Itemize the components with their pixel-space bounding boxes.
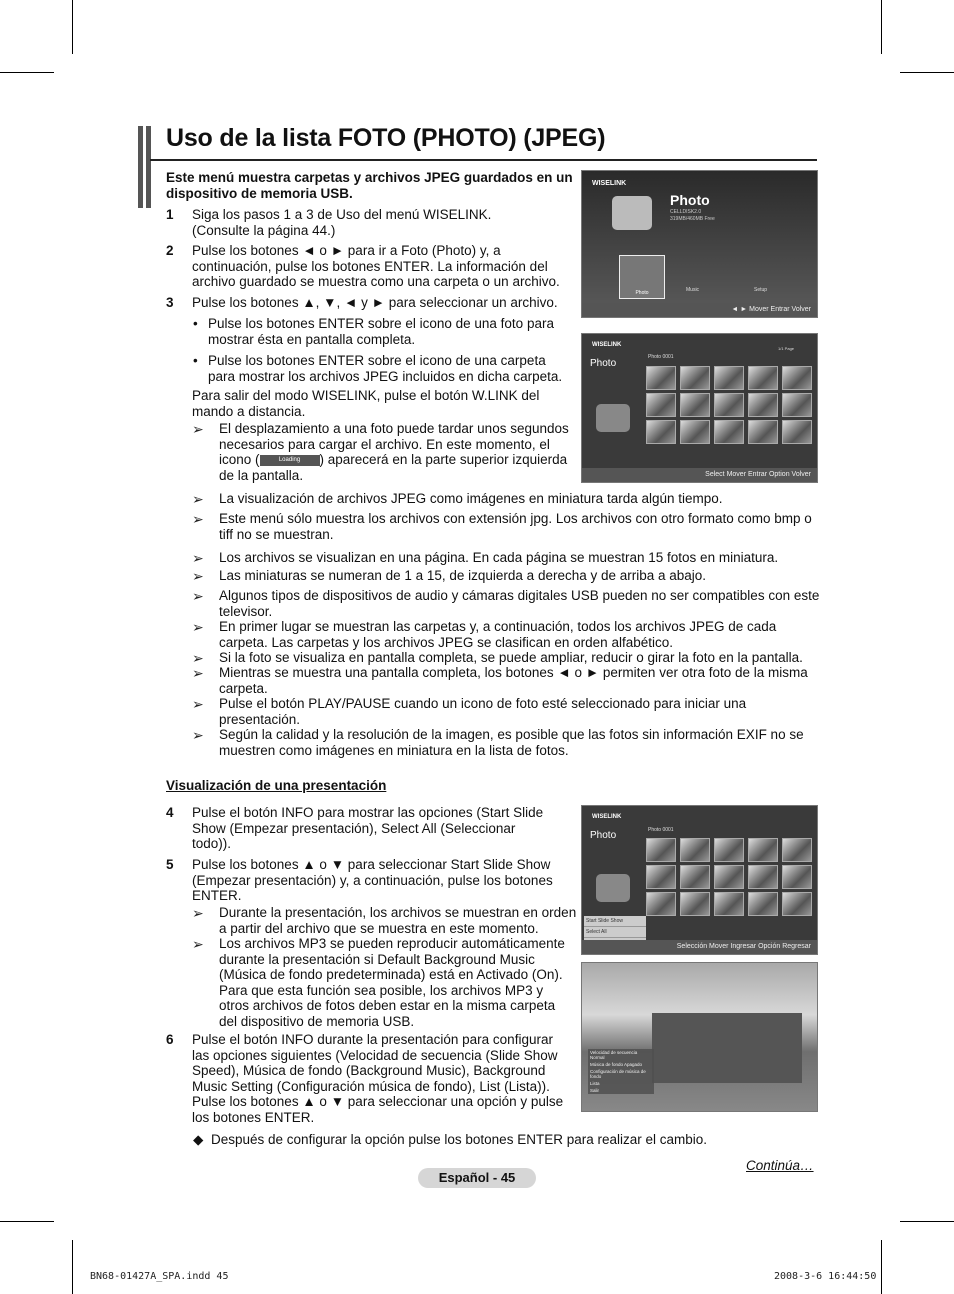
crop-mark xyxy=(900,1221,954,1222)
device-name: CELLDISK2.0 xyxy=(670,209,702,215)
menu-option[interactable]: Lista xyxy=(590,1081,600,1086)
thumbnail[interactable] xyxy=(748,892,778,916)
title-rule xyxy=(150,159,817,161)
crop-mark xyxy=(881,1240,882,1294)
exit-text: Para salir del modo WISELINK, pulse el botón W.LINK del mando a distancia. xyxy=(192,388,540,419)
photo-list-info-screen xyxy=(581,805,818,955)
page-indicator: 1/1 Page xyxy=(778,346,795,351)
thumbnail[interactable] xyxy=(714,366,744,390)
crop-mark xyxy=(900,72,954,73)
screen-heading: Photo xyxy=(670,192,710,208)
note-arrow-icon: ➢ xyxy=(192,588,204,604)
thumbnail[interactable] xyxy=(646,838,676,862)
control-bar: Selección Mover Ingresar Opción Regresar xyxy=(582,940,817,954)
thumbnail[interactable] xyxy=(680,366,710,390)
menu-option[interactable]: Configuración de música de fondo xyxy=(590,1069,646,1079)
note-text: Los archivos MP3 se pueden reproducir automáticamente durante la presentación si Default Background Music (Música de fondo predeterminada) está en Activado (On). Para que esta función sea posible, los archivos MP3 y otros archivos de fotos deben estar en la misma carpeta del dispositivo de memoria USB. xyxy=(219,936,565,1029)
step-text: Pulse los botones ▲ o ▼ para seleccionar Start Slide Show (Empezar presentación) y, a continuación, pulse los botones ENTER. xyxy=(192,857,553,904)
thumbnail[interactable] xyxy=(646,892,676,916)
menu-option[interactable]: Start Slide Show xyxy=(584,916,646,927)
bullet-dot: • xyxy=(193,353,198,368)
menu-option[interactable]: Select All xyxy=(584,927,646,938)
thumbnail[interactable] xyxy=(714,892,744,916)
thumbnail[interactable] xyxy=(748,420,778,444)
menu-option[interactable]: Velocidad de secuencia Normal xyxy=(590,1050,638,1060)
crop-mark xyxy=(881,0,882,54)
note-text: En primer lugar se muestran las carpetas y, a continuación, todos los archivos JPEG de cada carpeta. Las carpetas y los archivos JPEG se clasifican en orden alfabético. xyxy=(219,619,777,650)
bullet-dot: • xyxy=(193,316,198,331)
menu-item-photo[interactable]: Photo xyxy=(619,255,665,299)
control-bar: Select Mover Entrar Option Volver xyxy=(582,468,817,482)
menu-item-music[interactable]: Music xyxy=(686,287,700,293)
step-number: 5 xyxy=(166,857,174,872)
folder-path: Photo 0001 xyxy=(648,827,674,833)
thumbnail[interactable] xyxy=(714,393,744,417)
thumbnail[interactable] xyxy=(748,865,778,889)
thumbnail[interactable] xyxy=(646,420,676,444)
thumbnail[interactable] xyxy=(646,865,676,889)
diamond-text: Después de configurar la opción pulse los botones ENTER para realizar el cambio. xyxy=(211,1132,708,1147)
step-text: Pulse los botones ▲, ▼, ◄ y ► para seleccionar un archivo. xyxy=(192,295,558,310)
note-text: Este menú sólo muestra los archivos con extensión jpg. Los archivos con otro formato como bmp o tiff no se muestran. xyxy=(219,511,812,542)
note-arrow-icon: ➢ xyxy=(192,936,204,952)
thumbnail[interactable] xyxy=(680,865,710,889)
slideshow-screen xyxy=(581,962,818,1112)
note-arrow-icon: ➢ xyxy=(192,421,204,437)
note-arrow-icon: ➢ xyxy=(192,491,204,507)
page-footer: Español - 45 xyxy=(418,1168,536,1188)
thumbnail[interactable] xyxy=(782,393,812,417)
note-arrow-icon: ➢ xyxy=(192,696,204,712)
thumbnail-grid xyxy=(646,366,812,444)
device-free: 319MB/460MB Free xyxy=(670,216,715,222)
note-text: Según la calidad y la resolución de la imagen, es posible que las fotos sin información EXIF no se muestren como imágenes en miniatura en la lista de fotos. xyxy=(219,727,804,758)
thumbnail[interactable] xyxy=(680,892,710,916)
diamond-icon: ◆ xyxy=(193,1132,204,1147)
note-arrow-icon: ➢ xyxy=(192,665,204,681)
menu-option[interactable]: Salir xyxy=(590,1088,600,1093)
thumbnail-grid xyxy=(646,838,812,916)
wiselink-logo: WISELINK xyxy=(592,814,622,820)
screen-heading: Photo xyxy=(590,830,617,841)
bullet-text: Pulse los botones ENTER sobre el icono de una foto para mostrar ésta en pantalla completa. xyxy=(208,316,554,347)
note-text: Los archivos se visualizan en una página. En cada página se muestran 15 fotos en miniatura. xyxy=(219,550,779,565)
note-arrow-icon: ➢ xyxy=(192,905,204,921)
thumbnail[interactable] xyxy=(748,393,778,417)
house-photo xyxy=(652,1013,802,1083)
note-arrow-icon: ➢ xyxy=(192,619,204,635)
crop-mark xyxy=(72,1240,73,1294)
note-arrow-icon: ➢ xyxy=(192,650,204,666)
thumbnail[interactable] xyxy=(680,420,710,444)
note-text: La visualización de archivos JPEG como imágenes en miniatura tarda algún tiempo. xyxy=(219,491,723,506)
thumbnail[interactable] xyxy=(714,420,744,444)
camera-icon xyxy=(612,196,652,230)
step-text: Pulse el botón INFO para mostrar las opciones (Start Slide Show (Empezar presentación), Select All (Seleccionar todo)). xyxy=(192,805,544,852)
note-arrow-icon: ➢ xyxy=(192,550,204,566)
thumbnail[interactable] xyxy=(680,393,710,417)
section-heading: Visualización de una presentación xyxy=(166,778,387,793)
thumbnail[interactable] xyxy=(782,865,812,889)
thumbnail[interactable] xyxy=(782,366,812,390)
note-text: Las miniaturas se numeran de 1 a 15, de izquierda a derecha y de arriba a abajo. xyxy=(219,568,707,583)
step-number: 1 xyxy=(166,207,174,222)
thumbnail[interactable] xyxy=(646,366,676,390)
step-number: 6 xyxy=(166,1032,174,1047)
thumbnail[interactable] xyxy=(782,892,812,916)
step-number: 4 xyxy=(166,805,174,820)
note-text: Pulse el botón PLAY/PAUSE cuando un icono de foto esté seleccionado para iniciar una presentación. xyxy=(219,696,747,727)
thumbnail[interactable] xyxy=(748,838,778,862)
note-text: Mientras se muestra una pantalla completa, los botones ◄ o ► permiten ver otra foto de la misma carpeta. xyxy=(219,665,808,696)
crop-mark xyxy=(0,1221,54,1222)
note-text: Durante la presentación, los archivos se muestran en orden a partir del archivo que se muestra en este momento. xyxy=(219,905,577,936)
thumbnail[interactable] xyxy=(782,420,812,444)
step-number: 2 xyxy=(166,243,174,258)
note-arrow-icon: ➢ xyxy=(192,511,204,527)
note-arrow-icon: ➢ xyxy=(192,568,204,584)
camera-icon xyxy=(596,874,630,902)
thumbnail[interactable] xyxy=(714,865,744,889)
intro-text: Este menú muestra carpetas y archivos JPEG guardados en un dispositivo de memoria USB. xyxy=(166,170,573,201)
note-text: Algunos tipos de dispositivos de audio y cámaras digitales USB pueden no ser compatibles con este televisor. xyxy=(219,588,820,619)
step-text: Siga los pasos 1 a 3 de Uso del menú WISELINK. (Consulte la página 44.) xyxy=(192,207,492,238)
note-text: Si la foto se visualiza en pantalla completa, se puede ampliar, reducir o girar la foto en la pantalla. xyxy=(219,650,803,665)
crop-mark xyxy=(72,0,73,54)
photo-list-screen xyxy=(581,333,818,483)
continua-text: Continúa… xyxy=(746,1158,814,1173)
bullet-text: Pulse los botones ENTER sobre el icono de una carpeta para mostrar los archivos JPEG incluidos en dicha carpeta. xyxy=(208,353,563,384)
thumbnail[interactable] xyxy=(680,838,710,862)
loading-icon: Loading xyxy=(260,455,320,466)
slug-left: BN68-01427A_SPA.indd 45 xyxy=(90,1271,229,1282)
control-bar: ◄ ► Mover Entrar Volver xyxy=(582,303,817,317)
slug-right: 2008-3-6 16:44:50 xyxy=(774,1271,877,1282)
wiselink-main-screen xyxy=(581,170,818,318)
wiselink-logo: WISELINK xyxy=(592,342,622,348)
note-arrow-icon: ➢ xyxy=(192,727,204,743)
thumbnail[interactable] xyxy=(714,838,744,862)
wiselink-logo: WISELINK xyxy=(592,180,627,187)
thumbnail[interactable] xyxy=(782,838,812,862)
thumbnail[interactable] xyxy=(748,366,778,390)
crop-mark xyxy=(0,72,54,73)
camera-icon xyxy=(596,404,630,432)
page-title: Uso de la lista FOTO (PHOTO) (JPEG) xyxy=(166,124,606,152)
screen-heading: Photo xyxy=(590,358,617,369)
step-text: Pulse los botones ◄ o ► para ir a Foto (Photo) y, a continuación, pulse los botones ENTER. La información del archivo guardado se muestra como una carpeta o un archivo. xyxy=(192,243,560,290)
menu-option[interactable]: Música de fondo Apagado xyxy=(590,1062,643,1067)
menu-item-setup[interactable]: Setup xyxy=(754,287,768,293)
thumbnail[interactable] xyxy=(646,393,676,417)
slideshow-menu xyxy=(588,1049,654,1094)
step-text: Pulse el botón INFO durante la presentación para configurar las opciones siguientes (Velocidad de secuencia (Slide Show Speed), Música de fondo (Background Music), Background Music Setting (Configuración música de fondo), List (Lista)). Pulse los botones ▲ o ▼ para seleccionar una opción y pulse los botones ENTER. xyxy=(192,1032,564,1125)
folder-path: Photo 0001 xyxy=(648,354,674,360)
note-text: El desplazamiento a una foto puede tardar unos segundos necesarios para cargar el archivo. En este momento, el icono ( Loading ) aparecerá en la parte superior izquierda de la pantalla. xyxy=(219,421,569,483)
step-number: 3 xyxy=(166,295,174,310)
